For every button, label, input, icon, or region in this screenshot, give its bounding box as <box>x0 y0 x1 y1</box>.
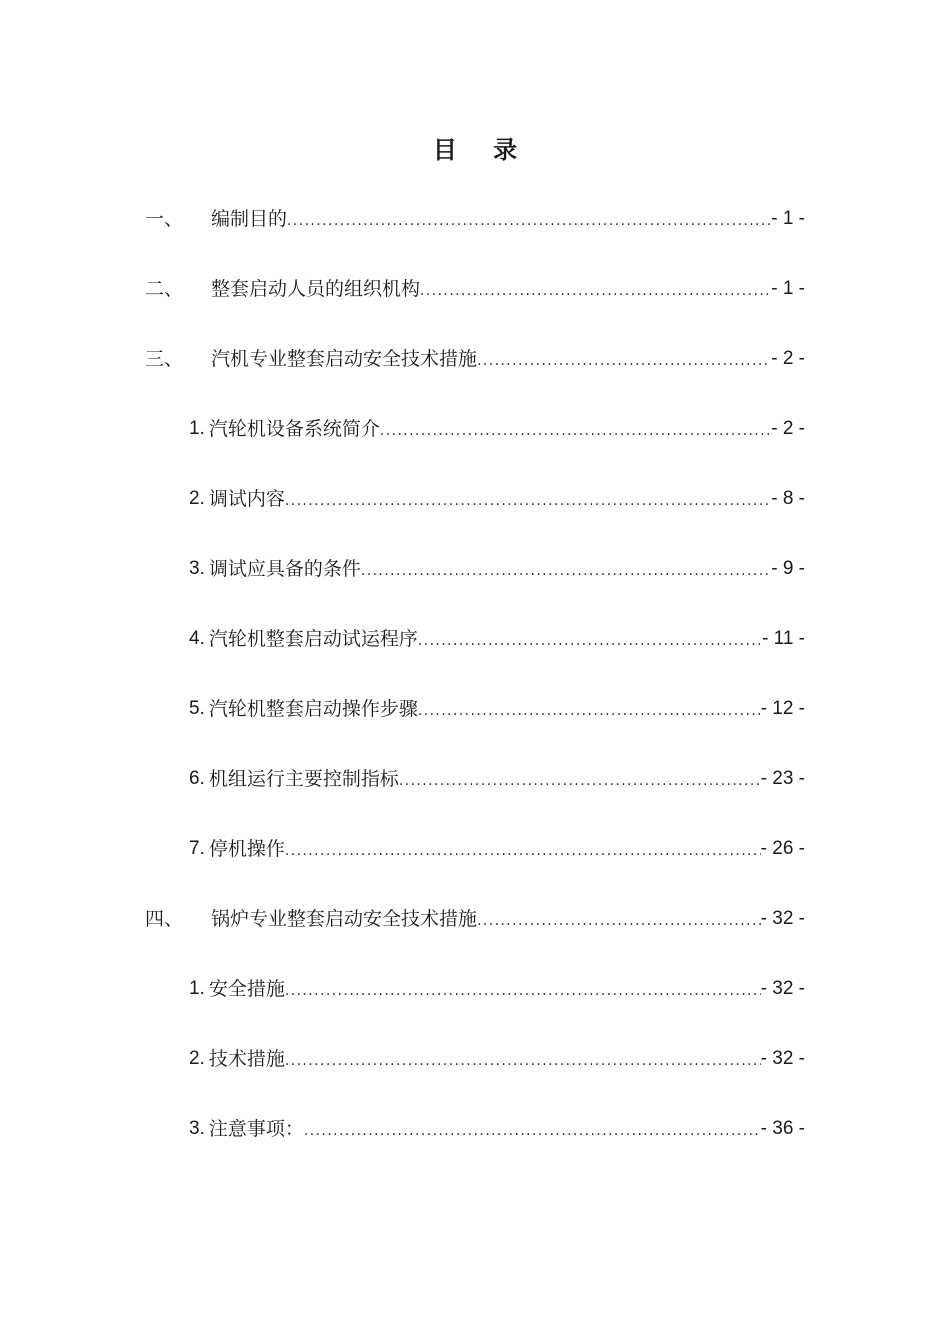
toc-entry-text: 汽机专业整套启动安全技术措施 <box>211 348 478 370</box>
toc-leader-dots <box>304 1112 761 1150</box>
toc-entry-text: 整套启动人员的组织机构 <box>211 278 421 300</box>
toc-entry-number: 3. <box>189 1118 205 1139</box>
toc-entry-number: 7. <box>189 838 205 859</box>
toc-entry-page: - 1 - <box>771 208 805 229</box>
toc-entry[interactable] <box>145 200 805 270</box>
toc-leader-dots <box>285 832 761 870</box>
toc-entry-page: - 11 - <box>762 628 805 649</box>
toc-entry[interactable] <box>145 270 805 340</box>
toc-leader-dots <box>380 412 771 450</box>
toc-entry-page: - 32 - <box>760 908 805 929</box>
toc-leader-dots <box>285 482 771 520</box>
toc-entry-number: 一、 <box>145 208 184 230</box>
toc-entry-text: 注意事项： <box>208 1118 304 1140</box>
toc-entry-text: 汽轮机整套启动试运程序 <box>208 628 418 650</box>
toc-subentry[interactable] <box>145 830 805 900</box>
toc-leader-dots <box>477 902 761 940</box>
toc-entry[interactable] <box>145 900 805 970</box>
toc-entry-text: 调试应具备的条件 <box>208 558 361 580</box>
toc-subentry[interactable] <box>145 480 805 550</box>
toc-leader-dots <box>477 342 771 380</box>
toc-entry-number: 1. <box>189 978 205 999</box>
toc-leader-dots <box>285 972 761 1010</box>
toc-subentry[interactable] <box>145 1040 805 1110</box>
toc-entry-text: 锅炉专业整套启动安全技术措施 <box>211 908 478 930</box>
toc-subentry[interactable] <box>145 620 805 690</box>
toc-entry-page: - 36 - <box>760 1118 805 1139</box>
toc-entry-page: - 32 - <box>760 1048 805 1069</box>
toc-entry-number: 4. <box>189 628 205 649</box>
toc-entry-page: - 8 - <box>771 488 805 509</box>
toc-subentry[interactable] <box>145 690 805 760</box>
toc-title: 目 录 <box>432 136 532 164</box>
toc-entry-text: 停机操作 <box>208 838 285 860</box>
toc-entry-number: 2. <box>189 1048 205 1069</box>
toc-subentry[interactable] <box>145 970 805 1040</box>
toc-entry-text: 汽轮机整套启动操作步骤 <box>208 698 418 720</box>
toc-entry-text: 汽轮机设备系统简介 <box>208 418 380 440</box>
toc-entry-number: 四、 <box>145 908 184 930</box>
toc-entry-page: - 2 - <box>771 348 805 369</box>
toc-entry-text: 技术措施 <box>208 1048 285 1070</box>
toc-entry-number: 5. <box>189 698 205 719</box>
toc-subentry[interactable] <box>145 410 805 480</box>
toc-leader-dots <box>399 762 761 800</box>
toc-leader-dots <box>420 272 771 310</box>
toc-entry-page: - 1 - <box>771 278 805 299</box>
toc-entry-text: 调试内容 <box>208 488 285 510</box>
toc-entry-page: - 32 - <box>760 978 805 999</box>
toc-entry-page: - 12 - <box>760 698 805 719</box>
toc-entry-text: 编制目的 <box>211 208 288 230</box>
toc-entry-page: - 2 - <box>771 418 805 439</box>
toc-entry-number: 3. <box>189 558 205 579</box>
toc-entry-number: 三、 <box>145 348 184 370</box>
toc-entry-page: - 9 - <box>771 558 805 579</box>
toc-leader-dots <box>418 692 761 730</box>
toc-entry-number: 6. <box>189 768 205 789</box>
toc-leader-dots <box>287 202 771 240</box>
toc-entry-page: - 23 - <box>760 768 805 789</box>
toc-entry-number: 二、 <box>145 278 184 300</box>
toc-entry[interactable] <box>145 340 805 410</box>
toc-entry-text: 机组运行主要控制指标 <box>208 768 399 790</box>
toc-list <box>145 200 805 1180</box>
toc-entry-number: 2. <box>189 488 205 509</box>
toc-subentry[interactable] <box>145 1110 805 1180</box>
toc-entry-page: - 26 - <box>760 838 805 859</box>
toc-leader-dots <box>418 622 762 660</box>
toc-subentry[interactable] <box>145 550 805 620</box>
toc-leader-dots <box>361 552 771 590</box>
toc-entry-text: 安全措施 <box>208 978 285 1000</box>
toc-leader-dots <box>285 1042 761 1080</box>
toc-entry-number: 1. <box>189 418 205 439</box>
toc-subentry[interactable] <box>145 760 805 830</box>
